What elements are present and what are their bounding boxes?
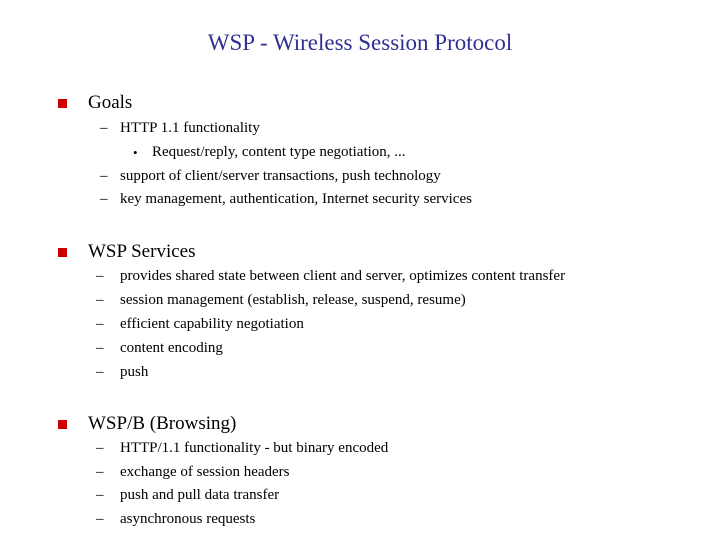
dash-bullet-icon: – [96, 340, 104, 356]
sub-list-item: Request/reply, content type negotiation, ... [152, 144, 406, 160]
list-item: provides shared state between client and server, optimizes content transfer [120, 268, 566, 284]
dash-bullet-icon: – [96, 364, 104, 380]
list-item: exchange of session headers [120, 464, 290, 480]
section-heading-wsp-services: WSP Services [88, 241, 196, 262]
dot-bullet-icon: • [133, 145, 138, 160]
list-item: key management, authentication, Internet security services [120, 191, 472, 207]
slide-title: WSP - Wireless Session Protocol [207, 30, 513, 55]
list-item: support of client/server transactions, push technology [120, 168, 441, 184]
list-item: push and pull data transfer [120, 487, 280, 503]
section-heading-wsp-b-browsing: WSP/B (Browsing) [88, 413, 237, 434]
dash-bullet-icon: – [96, 268, 104, 284]
list-item: HTTP 1.1 functionality [120, 120, 260, 136]
section-heading-goals: Goals [88, 92, 133, 113]
dash-bullet-icon: – [100, 168, 108, 184]
dash-bullet-icon: – [100, 191, 108, 207]
dash-bullet-icon: – [96, 511, 104, 527]
list-item: content encoding [120, 340, 223, 356]
square-bullet-icon [58, 420, 67, 429]
list-item: session management (establish, release, suspend, resume) [120, 292, 466, 308]
square-bullet-icon [58, 99, 67, 108]
dash-bullet-icon: – [96, 440, 104, 456]
list-item: asynchronous requests [120, 511, 256, 527]
dash-bullet-icon: – [96, 292, 104, 308]
dash-bullet-icon: – [96, 487, 104, 503]
dash-bullet-icon: – [96, 316, 104, 332]
list-item: efficient capability negotiation [120, 316, 304, 332]
list-item: HTTP/1.1 functionality - but binary encoded [120, 440, 389, 456]
dash-bullet-icon: – [100, 120, 108, 136]
dash-bullet-icon: – [96, 464, 104, 480]
square-bullet-icon [58, 248, 67, 257]
list-item: push [120, 364, 149, 380]
